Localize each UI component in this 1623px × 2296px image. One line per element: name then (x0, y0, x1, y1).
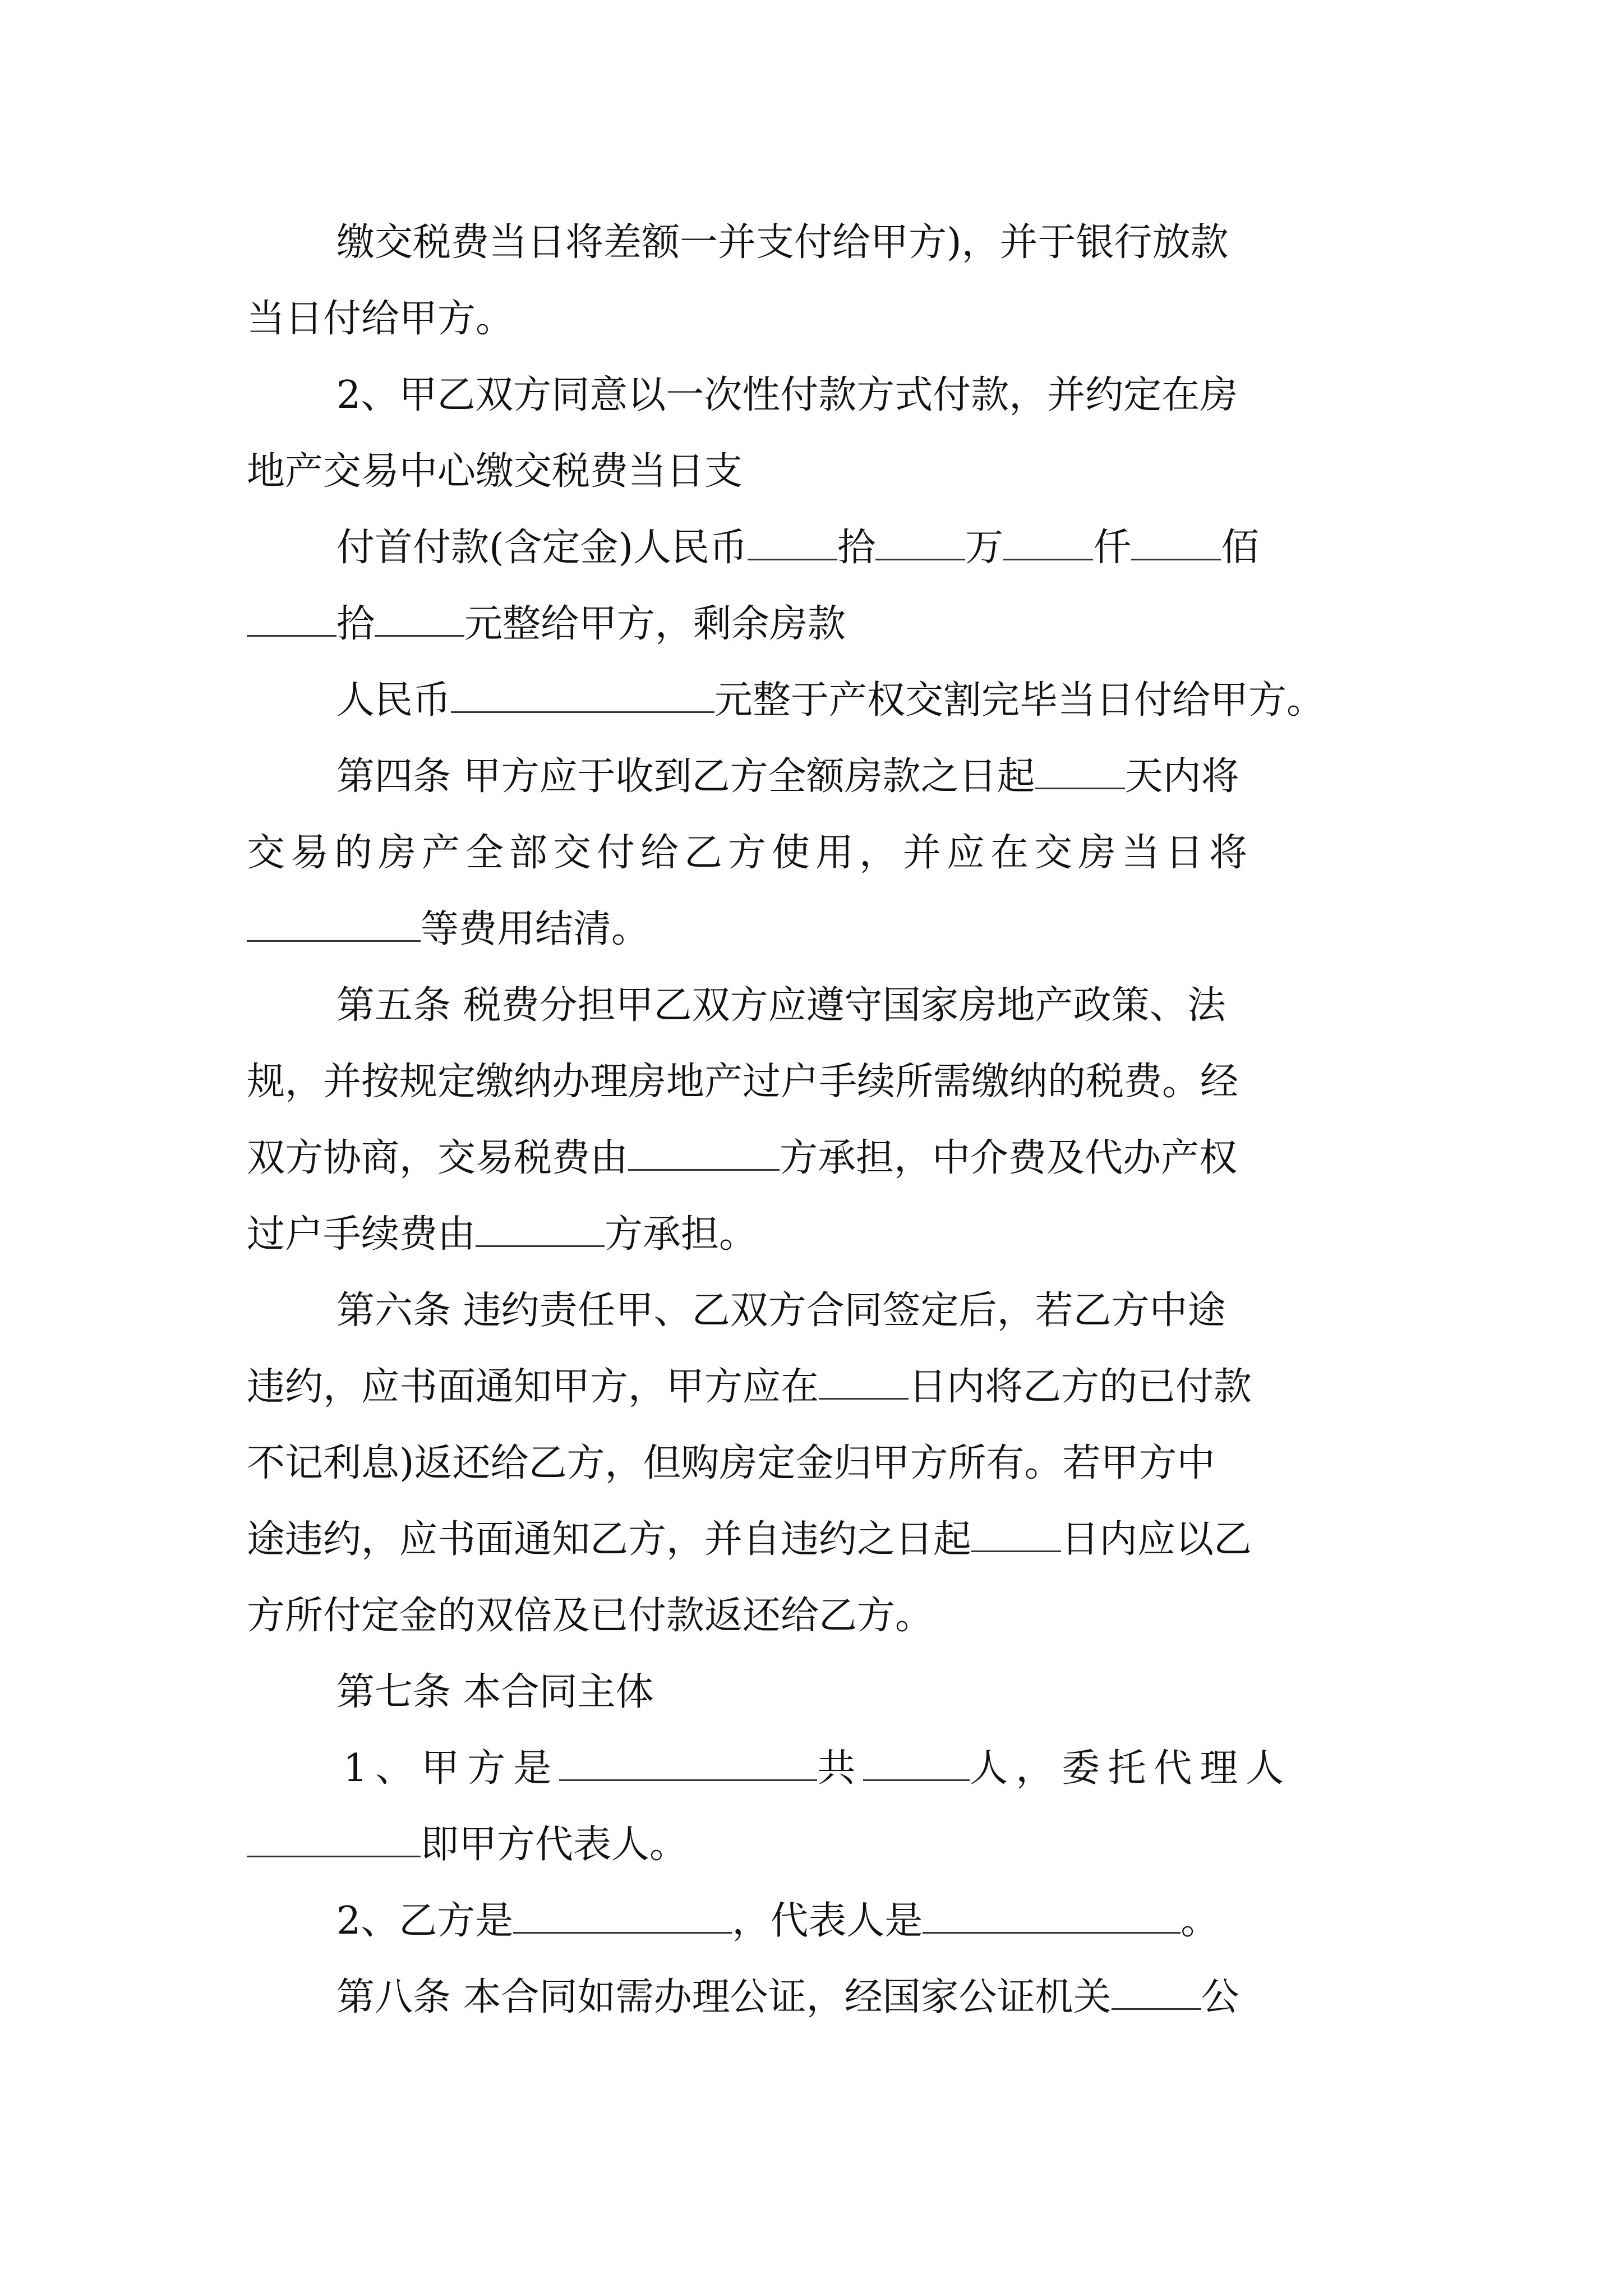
fill-blank[interactable] (559, 1748, 817, 1781)
text-segment: 日内将乙方的已付款 (909, 1365, 1252, 1409)
text-line (247, 1425, 1215, 1502)
text-line (247, 1044, 1238, 1120)
text-segment: 共 (817, 1746, 864, 1791)
text-segment: 即甲方代表人。 (421, 1823, 688, 1867)
text-segment: 第四条 甲方应于收到乙方全额房款之日起 (336, 754, 1035, 799)
fill-blank[interactable] (247, 1824, 421, 1857)
fill-blank[interactable] (819, 1366, 909, 1400)
fill-blank[interactable] (1003, 527, 1093, 560)
fill-blank[interactable] (971, 1519, 1061, 1552)
text-segment: 仟 (1093, 526, 1132, 570)
text-segment: 公 (1201, 1975, 1239, 2019)
text-line (247, 1349, 1252, 1425)
text-segment: 万 (965, 526, 1004, 570)
text-segment: 第五条 税费分担甲乙双方应遵守国家房地产政策、法 (336, 983, 1226, 1028)
text-segment: 第六条 违约责任甲、乙双方合同签定后，若乙方中途 (336, 1289, 1226, 1333)
fill-blank[interactable] (451, 680, 714, 713)
text-line (336, 968, 1226, 1044)
text-segment: 2、甲乙双方同意以一次性付款方式付款，并约定在房 (336, 373, 1238, 417)
text-line (247, 1502, 1252, 1578)
fill-blank[interactable] (476, 1214, 605, 1247)
text-line (336, 1883, 1219, 1959)
text-line (336, 205, 1229, 281)
text-segment: 方承担，中介费及代办产权 (780, 1136, 1238, 1180)
text-line (336, 1959, 1239, 2036)
text-line (247, 281, 514, 357)
text-segment: 人民币 (336, 678, 451, 723)
text-segment: ，代表人是 (732, 1899, 923, 1943)
fill-blank[interactable] (875, 527, 965, 560)
text-segment: 第七条 本合同主体 (336, 1670, 654, 1714)
text-line (247, 815, 1253, 891)
fill-blank[interactable] (247, 909, 421, 942)
text-line (247, 891, 649, 968)
text-line (336, 1654, 654, 1731)
text-line (247, 1120, 1237, 1197)
fill-blank[interactable] (863, 1748, 970, 1781)
text-line (336, 739, 1239, 815)
text-segment: 元整给甲方，剩余房款 (464, 602, 846, 646)
text-segment: 日内应以乙 (1061, 1517, 1252, 1562)
text-segment: 元整于产权交割完毕当日付给甲方。 (714, 678, 1325, 723)
text-line (247, 434, 743, 510)
text-line (343, 1731, 1292, 1807)
fill-blank[interactable] (1035, 756, 1125, 789)
text-segment: 违约，应书面通知甲方，甲方应在 (247, 1365, 819, 1409)
text-segment: 人，委托代理人 (970, 1746, 1292, 1791)
text-segment: 1、甲方是 (343, 1746, 560, 1791)
text-line (336, 510, 1259, 586)
text-line (247, 1578, 933, 1654)
fill-blank[interactable] (247, 604, 336, 637)
text-segment: 规，并按规定缴纳办理房地产过户手续所需缴纳的税费。经 (247, 1060, 1239, 1104)
fill-blank[interactable] (1131, 527, 1221, 560)
text-segment: 过户手续费由 (247, 1212, 476, 1257)
text-segment: 天内将 (1124, 754, 1239, 799)
fill-blank[interactable] (628, 1138, 780, 1171)
fill-blank[interactable] (375, 604, 464, 637)
fill-blank[interactable] (748, 527, 837, 560)
text-segment: 缴交税费当日将差额一并支付给甲方)，并于银行放款 (336, 220, 1229, 265)
text-segment: 地产交易中心缴交税费当日支 (247, 449, 743, 494)
text-line (336, 357, 1238, 434)
text-line (336, 1273, 1226, 1349)
text-segment: 当日付给甲方。 (247, 297, 514, 341)
text-line (247, 1197, 757, 1273)
fill-blank[interactable] (513, 1901, 732, 1934)
text-line (247, 586, 846, 662)
text-segment: 方所付定金的双倍及已付款返还给乙方。 (247, 1594, 934, 1638)
text-segment: 方承担。 (605, 1212, 758, 1257)
text-line (336, 662, 1325, 739)
fill-blank[interactable] (923, 1901, 1181, 1934)
fill-blank[interactable] (1112, 1977, 1201, 2010)
text-segment: 拾 (837, 526, 876, 570)
text-segment: 。 (1181, 1899, 1219, 1943)
text-segment: 第八条 本合同如需办理公证，经国家公证机关 (336, 1975, 1112, 2019)
text-segment: 佰 (1221, 526, 1260, 570)
text-segment: 等费用结清。 (421, 907, 650, 951)
text-segment: 交易的房产全部交付给乙方使用，并应在交房当日将 (247, 831, 1253, 875)
text-segment: 双方协商，交易税费由 (247, 1136, 629, 1180)
text-line (247, 1807, 688, 1883)
text-segment: 拾 (336, 602, 375, 646)
text-segment: 不记利息)返还给乙方，但购房定金归甲方所有。若甲方中 (247, 1441, 1215, 1485)
text-segment: 途违约，应书面通知乙方，并自违约之日起 (247, 1517, 972, 1562)
text-segment: 付首付款(含定金)人民币 (336, 526, 748, 570)
text-segment: 2、乙方是 (336, 1899, 514, 1943)
